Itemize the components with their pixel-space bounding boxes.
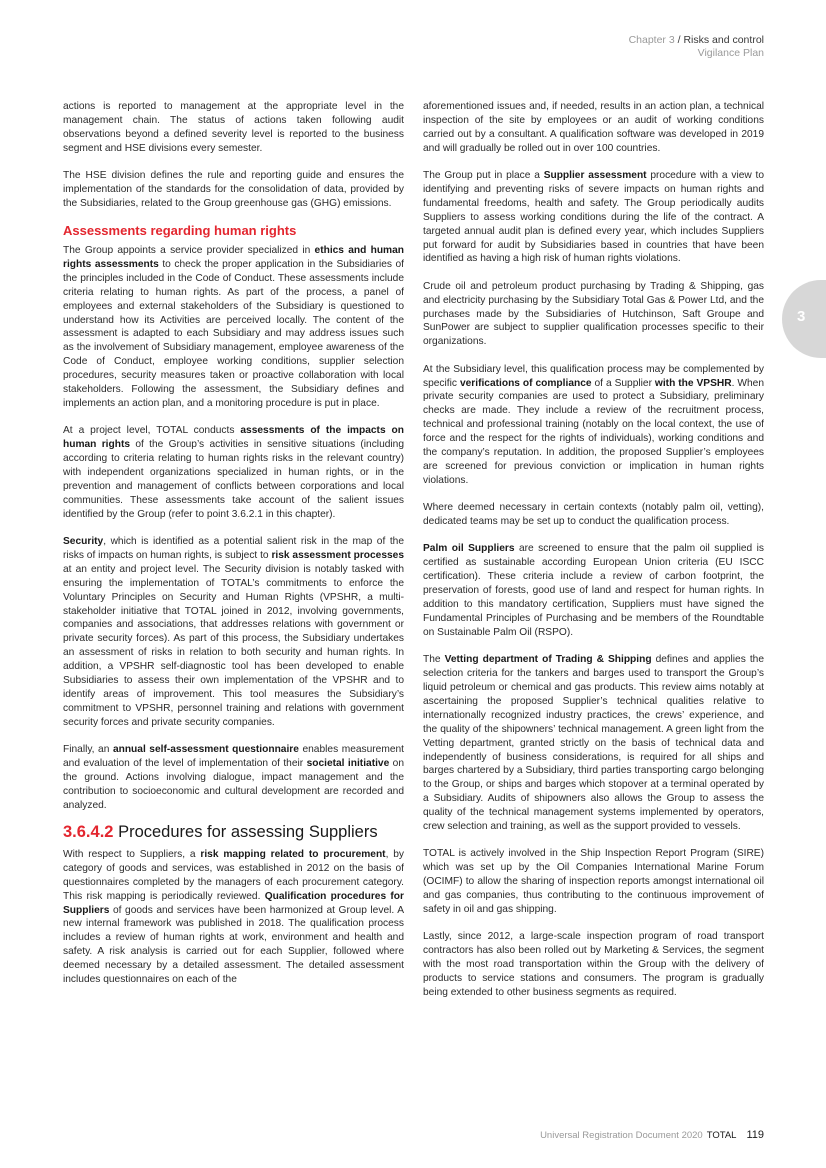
left-column [63,100,404,1000]
paragraph: The Vetting department of Trading & Shipping defines and applies the selection criteria for the tankers and barges used to transport the Group’s liquid petroleum or chemical and gas products. This review aims notably at ascertaining the proposed Supplier’s technical qualities relative to internationally recognized industry practices, the crews’ experience, and the quality of the shipowners’ technical management. A green light from the Vetting department, granted strictly on the basis of technical data and independently of business considerations, is required for all ships and barges chartered by a Subsidiary, third parties transporting cargo belonging to the Group, or ships and barges which stopover at a terminal operated by a Subsidiary. Audits of shipowners also allows the Group to assess the quality of the technical management systems implemented by operators, crew selection and training, as well as the support provided to vessels. [423,654,764,833]
paragraph: Security, which is identified as a potential salient risk in the map of the risks of impacts on human rights, is subject to risk assessment processes at an entity and project level. The Security division is notably tasked with ensuring the implementation of TOTAL’s commitments to enforce the Voluntary Principles on Security and Human Rights (VPSHR, a multi-stakeholder initiative that TOTAL joined in 2012, involving governments, companies and associations, that addresses relations with government or private security forces). As part of this process, the Subsidiary undertakes an assessment of risks in relation to both security and human rights. In addition, a VPSHR self-diagnostic tool has been developed to enable Subsidiaries to assess their own implementation of the VPSHR and to identify areas of improvement. This tool measures the Subsidiary’s commitment to VPSHR, personnel training and relations with government security forces and private security companies. [63,536,404,728]
section-heading [63,823,404,842]
chapter-label: Chapter 3 [628,34,675,46]
brand-name: TOTAL [706,1130,737,1141]
document-title: Universal Registration Document 2020 [540,1130,703,1141]
paragraph: With respect to Suppliers, a risk mapping related to procurement, by category of goods and services, was established in 2012 on the basis of questionnaires completed by the managers of each procurement category. This risk mapping is periodically reviewed. Qualification procedures for Suppliers of goods and services have been harmonized at Group level. A new internal framework was published in 2018. The qualification process includes a review of human rights at work, environment and health and safety. A risk analysis is carried out for each Supplier, followed where deemed necessary by a detailed assessment. The detailed assessment includes questionnaires on each of the [63,848,404,986]
subheading-human-rights: Assessments regarding human rights [63,223,297,239]
paragraph: actions is reported to management at the appropriate level in the management chain. The status of actions taken following audit observations beyond a defined severity level is reported to the business segment and HSE divisions every semester. [63,101,404,154]
section-title: Procedures for assessing Suppliers [118,823,378,842]
chapter-tab [782,280,826,358]
section-label: Vigilance Plan [697,47,764,59]
right-column [423,100,764,1013]
paragraph: Lastly, since 2012, a large-scale inspection program of road transport contractors has also been rolled out by Marketing & Services, the segment with the most road transportation within the Group with the delivery of products to service stations and consumers. The program is gradually being extended to other business segments as required. [423,931,764,998]
paragraph: Crude oil and petroleum product purchasing by Trading & Shipping, gas and electricity purchasing by the Subsidiary Total Gas & Power Ltd, and the purchases made by the Subsidiaries of Hutchinson, Saft Groupe and SunPower are subject to supplier qualification processes specific to their organizations. [423,280,764,348]
paragraph: Where deemed necessary in certain contexts (notably palm oil, vetting), dedicated teams may be set up to conduct the qualification process. [423,502,764,528]
paragraph: Finally, an annual self-assessment questionnaire enables measurement and evaluation of the level of implementation of their societal initiative on the ground. Actions involving dialogue, impact management and the contribution to socioeconomic and cultural development are recorded and analyzed. [63,744,404,811]
paragraph: The Group appoints a service provider specialized in ethics and human rights assessments to check the proper application in the Subsidiaries of the principles included in the Code of Conduct. These assessments include criteria relating to human rights. As part of the process, a panel of employees and external stakeholders of the Subsidiary is questioned to understand how its Activities are perceived locally. The content of the assessment is adapted to each Subsidiary and may address issues such as the involvement of Subsidiary management, employee awareness of the Code of Conduct, employee working conditions, supplier selection procedures, security measures taken or proactive collaboration with local stakeholders. Following the assessment, the Subsidiary defines and implements an action plan, and a monitoring procedure is put in place. [63,245,404,409]
chapter-line [629,34,764,47]
section-number: 3.6.4.2 [63,823,114,842]
chapter-tab-number: 3 [797,308,806,325]
paragraph: At a project level, TOTAL conducts assessments of the impacts on human rights of the Group’s activities in sensitive situations (including according to criteria relating to human rights risks in the relevant country) with independent organizations specialized in human rights, or in the prevention and management of conflicts between corporations and local communities. These assessments take account of the salient issues identified by the Group (refer to point 3.6.2.1 in this chapter). [63,425,404,520]
page-number: 119 [746,1129,764,1141]
chapter-separator: / [674,34,684,46]
paragraph: At the Subsidiary level, this qualification process may be complemented by specific verifications of compliance of a Supplier with the VPSHR. When private security companies are used to protect a Subsidiary, preliminary checks are made. They include a review of the recruitment process, technical and professional training (notably on the local context, the use of force and the respect for the rights of individuals), working conditions and the company’s reputation. In addition, the proposed Supplier’s employees are screened for previous conviction or implication in human rights violations. [423,363,764,486]
paragraph: aforementioned issues and, if needed, results in an action plan, a technical inspection of the site by employees or an audit of working conditions carried out by a consultant. A qualification software was developed in 2019 and will gradually be rolled out in over 100 countries. [423,101,764,154]
chapter-title: Risks and control [683,34,764,46]
paragraph: Palm oil Suppliers are screened to ensure that the palm oil supplied is certified as sustainable according European Union criteria (EU ISCC certification). These criteria include a review of carbon footprint, the preservation of forests, good use of land and respect for human rights. In addition to this mandatory certification, Suppliers must have signed the Fundamental Principles of Purchasing and be members of the Roundtable on Sustainable Palm Oil (RSPO). [423,543,764,638]
paragraph: TOTAL is actively involved in the Ship Inspection Report Program (SIRE) which was set up by the Oil Companies International Marine Forum (OCIMF) to allow the sharing of inspection reports amongst international oil and gas companies, thus contributing to the continuous improvement of safety in oil and gas shipping. [423,848,764,915]
paragraph: The HSE division defines the rule and reporting guide and ensures the implementation of the standards for the consolidation of data, provided by the Subsidiaries, related to the Group greenhouse gas (GHG) emissions. [63,170,404,209]
paragraph: The Group put in place a Supplier assessment procedure with a view to identifying and preventing risks of severe impacts on human rights and fundamental freedoms, health and safety. The Group periodically audits Suppliers to assess working conditions during the life of the contract. A targeted annual audit plan is defined every year, which includes Suppliers put forward for audit by Subsidiaries based in countries that have been identified as having a high risk of human rights violations. [423,170,765,265]
page-footer [540,1129,764,1141]
page-header [629,34,764,60]
